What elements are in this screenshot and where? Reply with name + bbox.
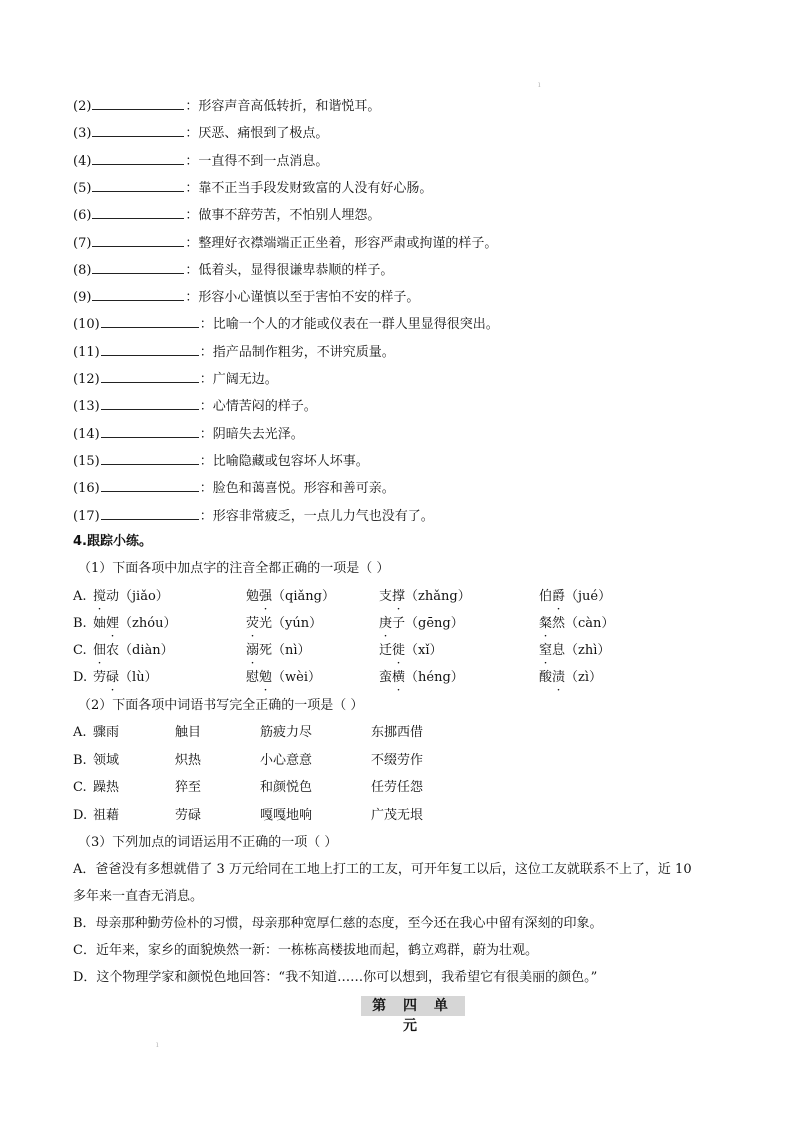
item-text-post: 农（diàn） (106, 643, 174, 658)
pinyin-item (379, 669, 464, 687)
word-item: 小心意意 (260, 752, 313, 768)
item-text-post: 死（nì） (259, 643, 311, 658)
dotted-character: 强 (259, 589, 273, 604)
item-text-pre: 迁 (379, 643, 393, 658)
answer-blank[interactable] (101, 396, 199, 410)
idiom-definition: ：广阔无边。 (199, 372, 278, 387)
item-text-pre: 酸 (539, 670, 553, 685)
word-item: 筋疲力尽 (260, 725, 313, 740)
answer-blank[interactable] (92, 178, 184, 192)
idiom-definition: ：比喻隐藏或包容坏人坏事。 (199, 453, 369, 469)
dotted-character: 搅 (93, 589, 107, 604)
pinyin-item (93, 588, 169, 606)
item-text-post: 息（zhì） (552, 643, 611, 658)
question-1-stem: （1）下面各项中加点字的注音全都正确的一项是（ ） (78, 561, 390, 576)
idiom-number: (8) (73, 262, 92, 278)
option-label: C. (73, 780, 87, 795)
idiom-number: (9) (73, 290, 92, 306)
item-text-post: （héng） (405, 670, 464, 685)
dotted-character: 撑 (392, 589, 406, 604)
word-item: 和颜悦色 (260, 780, 313, 795)
dotted-character: 粲 (539, 616, 553, 631)
idiom-definition: ：低着头，显得很谦卑恭顺的样子。 (185, 262, 394, 278)
pinyin-item (379, 642, 443, 660)
idiom-line (73, 260, 393, 280)
item-text-post: （zì） (565, 670, 603, 685)
idiom-line (73, 424, 304, 444)
dotted-character: 庚 (379, 616, 393, 631)
dotted-character: 荧 (246, 616, 260, 631)
answer-blank[interactable] (92, 123, 184, 137)
option-label: A. (73, 725, 87, 740)
idiom-definition: ：做事不辞劳苦，不怕别人埋怨。 (185, 208, 381, 224)
scan-mark: ı (538, 80, 541, 89)
item-text-post: （zhǎng） (405, 589, 471, 604)
idiom-line (73, 233, 497, 253)
dotted-character: 娌 (106, 616, 120, 631)
pinyin-item (379, 588, 471, 606)
answer-blank[interactable] (92, 205, 184, 219)
idiom-line (73, 151, 328, 171)
pinyin-item (246, 642, 311, 660)
question-3-option-a-line1: A．爸爸没有多想就借了 3 万元给同在工地上打工的工友，可开年复工以后，这位工友就联系不上了，近 10 (73, 862, 692, 877)
idiom-line (73, 396, 317, 416)
dotted-character: 窒 (539, 643, 553, 658)
word-item: 不缀劳作 (371, 752, 424, 768)
word-item: 炽热 (175, 752, 202, 768)
word-item: 触目 (175, 725, 202, 740)
idiom-definition: ：整理好衣襟端端正正坐着，形容严肃或拘谨的样子。 (185, 235, 498, 251)
idiom-number: (11) (73, 344, 100, 360)
idiom-number: (3) (73, 126, 92, 142)
idiom-line (73, 314, 499, 334)
idiom-definition: ：阴暗失去光泽。 (199, 426, 304, 442)
idiom-definition: ：形容非常疲乏，一点儿力气也没有了。 (199, 508, 434, 524)
idiom-number: (4) (73, 153, 92, 169)
word-item: 骤雨 (93, 725, 120, 740)
word-item: 劳碌 (175, 807, 202, 823)
word-item: 祖藉 (93, 807, 120, 823)
item-text-pre: 勉 (246, 589, 260, 604)
idiom-line (73, 123, 328, 143)
pinyin-item (93, 642, 174, 660)
answer-blank[interactable] (101, 451, 199, 465)
word-item: 猝至 (175, 780, 202, 795)
idiom-number: (14) (73, 426, 100, 442)
item-text-pre: 支 (379, 589, 393, 604)
answer-blank[interactable] (92, 287, 184, 301)
option-label: B. (73, 752, 87, 768)
item-text-pre: 妯 (93, 616, 107, 631)
dotted-character: 渍 (552, 670, 566, 685)
word-item: 东挪西借 (371, 725, 424, 740)
answer-blank[interactable] (92, 151, 184, 165)
dotted-character: 佃 (93, 643, 107, 658)
item-text-post: 动（jiǎo） (106, 589, 169, 604)
dotted-character: 徙 (392, 643, 406, 658)
item-text-pre: 伯 (539, 589, 553, 604)
question-3-option-d: D．这个物理学家和颜悦色地回答：“我不知道……你可以想到，我希望它有很美丽的颜色。” (73, 970, 598, 985)
item-text-post: （zhóu） (119, 616, 177, 631)
unit-title-banner: 第 四 单 元 (361, 996, 465, 1016)
option-label: C. (73, 643, 87, 658)
item-text-pre: 蛮 (379, 670, 393, 685)
idiom-definition: ：一直得不到一点消息。 (185, 153, 329, 169)
word-item: 领域 (93, 752, 120, 768)
word-item: 躁热 (93, 780, 120, 795)
answer-blank[interactable] (101, 478, 199, 492)
idiom-definition: ：比喻一个人的才能或仪表在一群人里显得很突出。 (199, 317, 499, 333)
answer-blank[interactable] (101, 342, 199, 356)
section-title: 4.跟踪小练。 (73, 534, 152, 549)
question-3-stem: （3）下列加点的词语运用不正确的一项（ ） (78, 835, 338, 850)
idiom-line (73, 96, 380, 116)
answer-blank[interactable] (92, 260, 184, 274)
idiom-number: (10) (73, 317, 100, 333)
item-text-post: （xǐ） (405, 643, 443, 658)
answer-blank[interactable] (101, 506, 199, 520)
pinyin-item (539, 615, 614, 633)
option-label: D. (73, 670, 88, 685)
idiom-definition: ：指产品制作粗劣，不讲究质量。 (199, 344, 395, 360)
answer-blank[interactable] (92, 96, 184, 110)
question-3-option-c: C．近年来，家乡的面貌焕然一新：一栋栋高楼拔地而起，鹤立鸡群，蔚为壮观。 (73, 943, 538, 958)
scan-mark: ı (156, 1040, 159, 1049)
item-text-post: （lù） (119, 670, 158, 685)
idiom-number: (17) (73, 508, 100, 524)
idiom-line (73, 451, 369, 471)
item-text-post: 光（yún） (259, 616, 323, 631)
answer-blank[interactable] (101, 369, 199, 383)
pinyin-item (93, 669, 158, 687)
idiom-number: (16) (73, 481, 100, 497)
idiom-definition: ：形容小心谨慎以至于害怕不安的样子。 (185, 290, 420, 306)
dotted-character: 碌 (106, 670, 120, 685)
dotted-character: 勉 (259, 670, 273, 685)
idiom-definition: ：形容声音高低转折，和谐悦耳。 (185, 99, 381, 114)
question-3-option-a-line2: 多年来一直杳无消息。 (73, 889, 204, 904)
pinyin-item (246, 588, 335, 606)
item-text-post: （qiǎng） (272, 589, 335, 604)
answer-blank[interactable] (92, 233, 184, 247)
idiom-number: (12) (73, 372, 100, 387)
pinyin-item (539, 588, 611, 606)
pinyin-item (379, 615, 464, 633)
idiom-number: (7) (73, 235, 92, 251)
pinyin-item (539, 642, 610, 660)
idiom-line (73, 342, 395, 362)
idiom-line (73, 506, 434, 526)
idiom-definition: ：脸色和蔼喜悦。形容和善可亲。 (199, 481, 395, 497)
dotted-character: 横 (392, 670, 406, 685)
pinyin-item (93, 615, 176, 633)
option-label: B. (73, 616, 87, 631)
word-item: 嘎嘎地响 (260, 807, 313, 823)
dotted-character: 溺 (246, 643, 260, 658)
idiom-number: (13) (73, 399, 100, 415)
idiom-number: (6) (73, 208, 92, 224)
item-text-post: （wèi） (272, 670, 322, 685)
dotted-character: 爵 (552, 589, 566, 604)
idiom-line (73, 205, 380, 225)
idiom-line (73, 178, 432, 198)
item-text-pre: 慰 (246, 670, 260, 685)
item-text-post: 子（gēng） (392, 616, 464, 631)
idiom-definition: ：厌恶、痛恨到了极点。 (185, 126, 329, 142)
idiom-number: (2) (73, 99, 92, 114)
pinyin-item (246, 615, 322, 633)
item-text-post: 然（càn） (552, 616, 615, 631)
word-item: 广茂无垠 (371, 807, 424, 823)
option-label: A. (73, 589, 87, 604)
question-2-stem: （2）下面各项中词语书写完全正确的一项是（ ） (78, 698, 364, 713)
word-item: 任劳任怨 (371, 780, 424, 795)
pinyin-item (246, 669, 321, 687)
idiom-number: (15) (73, 453, 100, 469)
option-label: D. (73, 807, 88, 823)
item-text-pre: 劳 (93, 670, 107, 685)
answer-blank[interactable] (101, 424, 199, 438)
idiom-definition: ：靠不正当手段发财致富的人没有好心肠。 (185, 180, 433, 196)
idiom-line (73, 287, 419, 307)
idiom-line (73, 478, 395, 498)
pinyin-item (539, 669, 602, 687)
idiom-definition: ：心情苦闷的样子。 (199, 399, 317, 415)
item-text-post: （jué） (565, 589, 612, 604)
idiom-line (73, 369, 278, 389)
question-3-option-b: B．母亲那种勤劳俭朴的习惯，母亲那种宽厚仁慈的态度，至今还在我心中留有深刻的印象。 (73, 916, 603, 931)
idiom-number: (5) (73, 180, 92, 196)
answer-blank[interactable] (101, 314, 199, 328)
